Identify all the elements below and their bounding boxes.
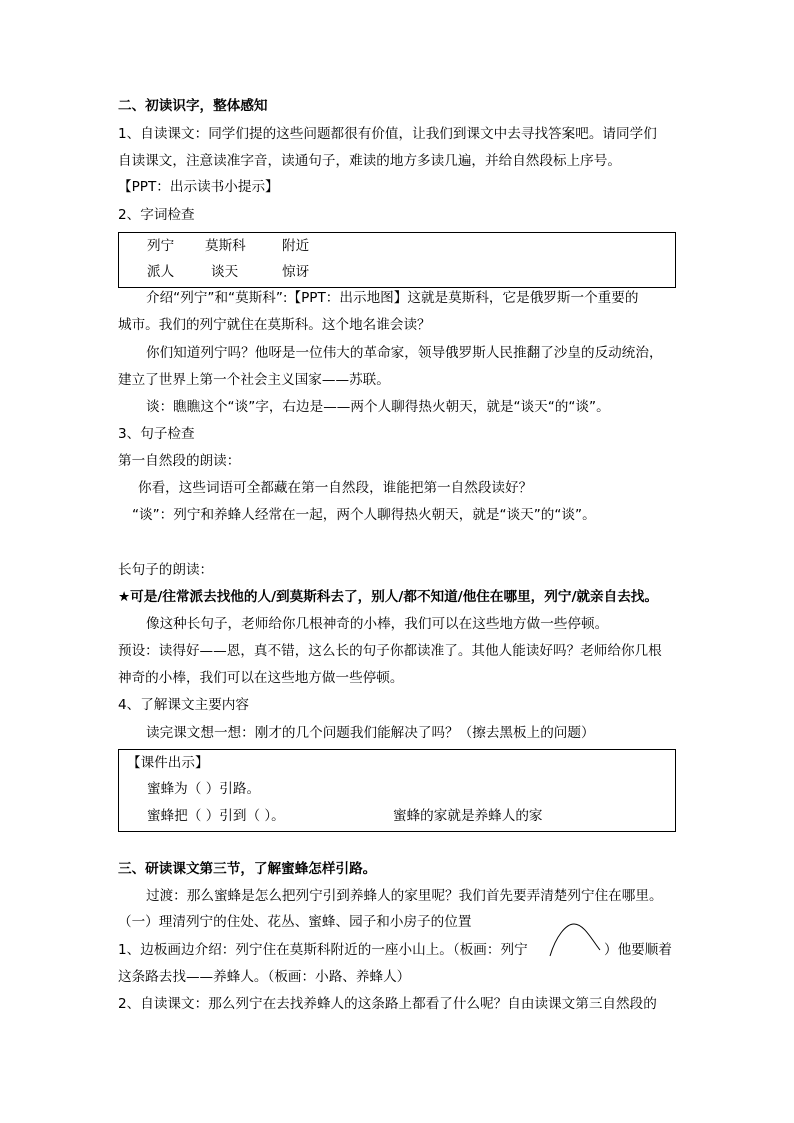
paragraph: 这条路去找——养蜂人。（板画：小路、养蜂人） (118, 969, 411, 985)
subheading: 2、字词检查 (118, 207, 195, 223)
paragraph: 读完课文想一想：刚才的几个问题我们能解决了吗？（擦去黑板上的问题） (146, 725, 595, 741)
paragraph: 你看，这些词语可全都藏在第一自然段，谁能把第一自然段读好？ (138, 480, 533, 496)
paragraph: 神奇的小棒，我们可以在这些地方做一些停顿。 (118, 670, 404, 686)
paragraph: 2、自读课文：那么列宁在去找养蜂人的这条路上都看了什么呢？自由读课文第三自然段的 (118, 996, 657, 1012)
word-cell: 莫斯科 (205, 238, 246, 254)
paragraph: 介绍“列宁”和“莫斯科”:【PPT：出示地图】这就是莫斯科，它是俄罗斯一个重要的 (146, 290, 639, 306)
paragraph: ）他要顺着 (604, 942, 672, 958)
courseware-line: 蜜蜂为（ ）引路。 (147, 781, 261, 797)
paragraph: 1、边板画边介绍：列宁住在莫斯科附近的一座小山上。（板画：列宁 (118, 942, 528, 958)
courseware-line: 蜜蜂的家就是养蜂人的家 (393, 808, 543, 824)
courseware-box (118, 749, 676, 832)
word-cell: 谈天 (211, 264, 239, 280)
word-cell: 附近 (282, 238, 310, 254)
paragraph: （一）理清列宁的住处、花丛、蜜蜂、园子和小房子的位置 (118, 914, 472, 930)
long-sentence: ★可是/往常派去找他的人/到莫斯科去了，别人/都不知道/他住在哪里，列宁/就亲自去找。 (118, 589, 658, 605)
ppt-note: 【PPT：出示读书小提示】 (118, 179, 279, 195)
paragraph: 预设：读得好——恩，真不错，这么长的句子你都读准了。其他人能读好吗？老师给你几根 (118, 643, 662, 659)
courseware-line: 蜜蜂把（ ）引到（ ）。 (147, 808, 285, 824)
courseware-title: 【课件出示】 (127, 755, 209, 771)
paragraph: 像这种长句子，老师给你几根神奇的小棒，我们可以在这些地方做一些停顿。 (146, 616, 609, 632)
board-drawing-arc-icon (548, 918, 602, 960)
word-cell: 列宁 (147, 238, 175, 254)
paragraph: 谈：瞧瞧这个“谈”字，右边是——两个人聊得热火朝天，就是“谈天“的“谈”。 (146, 399, 610, 415)
paragraph: 建立了世界上第一个社会主义国家——苏联。 (118, 372, 390, 388)
word-cell: 派人 (147, 264, 175, 280)
paragraph: 过渡：那么蜜蜂是怎么把列宁引到养蜂人的家里呢？我们首先要弄清楚列宁住在哪里。 (146, 888, 663, 904)
paragraph: 第一自然段的朗读： (118, 453, 241, 469)
subheading: 3、句子检查 (118, 426, 195, 442)
paragraph: 你们知道列宁吗？他呀是一位伟大的革命家，领导俄罗斯人民推翻了沙皇的反动统治， (146, 345, 663, 361)
subheading: 4、了解课文主要内容 (118, 697, 249, 713)
word-cell: 惊讶 (282, 264, 310, 280)
paragraph: “谈”：列宁和养蜂人经常在一起，两个人聊得热火朝天，就是“谈天”的“谈”。 (132, 507, 596, 523)
paragraph: 1、自读课文：同学们提的这些问题都很有价值，让我们到课文中去寻找答案吧。请同学们 (118, 126, 657, 142)
paragraph: 长句子的朗读： (118, 562, 214, 578)
paragraph: 自读课文，注意读准字音，读通句子，难读的地方多读几遍，并给自然段标上序号。 (118, 153, 621, 169)
word-table (118, 232, 676, 288)
section-three-heading: 三、研读课文第三节，了解蜜蜂怎样引路。 (118, 861, 377, 877)
paragraph: 城市。我们的列宁就住在莫斯科。这个地名谁会读？ (118, 317, 431, 333)
section-two-heading: 二、初读识字，整体感知 (118, 98, 268, 114)
